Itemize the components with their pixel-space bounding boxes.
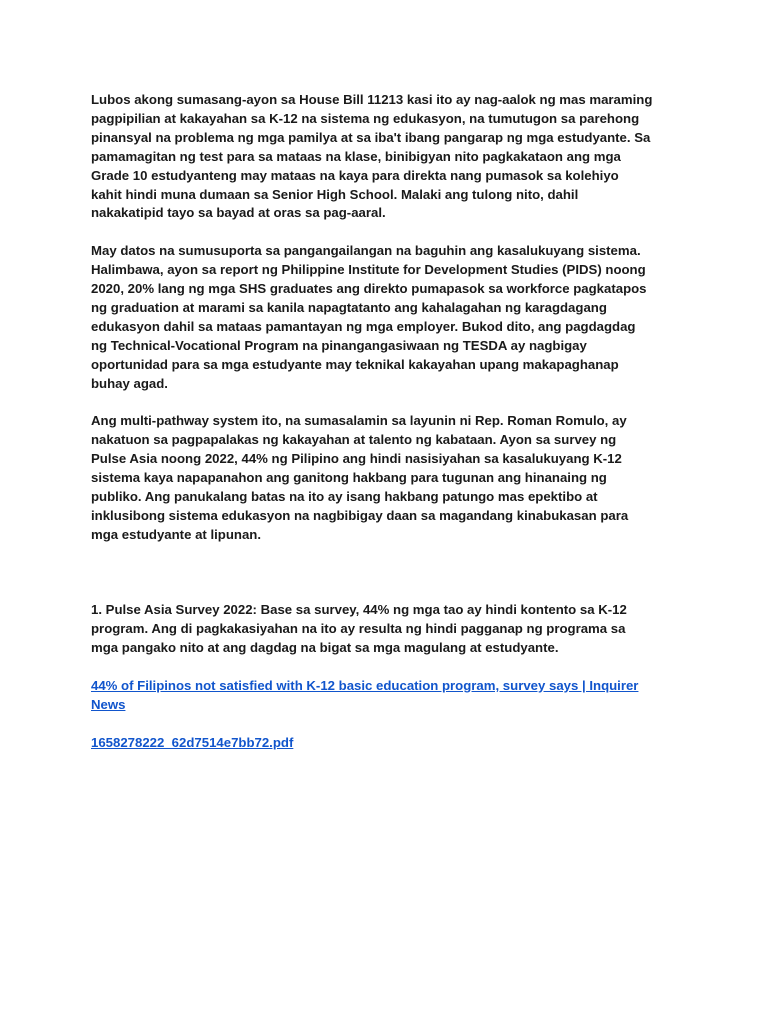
inquirer-link-block	[91, 677, 678, 715]
paragraph-line: edukasyon dahil sa mataas pamantayan ng mga employer. Bukod dito, ang pagdagdag	[91, 318, 636, 334]
body-paragraph-1	[91, 91, 678, 223]
paragraph-line: nakakatipid tayo sa bayad at oras sa pag-aaral.	[91, 205, 386, 221]
paragraph-line: publiko. Ang panukalang batas na ito ay isang hakbang patungo mas epektibo at	[91, 489, 598, 504]
paragraph-line: May datos na sumusuporta sa pangangailangan na baguhin ang kasalukuyang sistema.	[91, 243, 641, 259]
link-line: News	[91, 696, 126, 712]
pdf-link-block	[91, 734, 678, 753]
body-paragraph-3	[91, 412, 678, 544]
paragraph-line: ng graduation at marami sa kanila napagtatanto ang kahalagahan ng karagdagang	[91, 299, 607, 315]
body-paragraph-2	[91, 242, 678, 393]
paragraph-line: sistema kaya napapanahon ang ganitong hakbang para tugunan ang hinanaing ng	[91, 470, 607, 486]
pdf-file-link[interactable]: 1658278222_62d7514e7bb72.pdf	[91, 734, 294, 750]
reference-line: 1. Pulse Asia Survey 2022: Base sa survey, 44% ng mga tao ay hindi kontento sa K-12	[91, 602, 627, 618]
paragraph-line: buhay agad.	[91, 375, 168, 391]
paragraph-line: pagpipilian at kakayahan sa K-12 na sistema ng edukasyon, na tumutugon sa parehong	[91, 110, 640, 126]
reference-line: program. Ang di pagkakasiyahan na ito ay resulta ng hindi pagganap ng programa sa	[91, 621, 626, 637]
link-line: 44% of Filipinos not satisfied with K-12 basic education program, survey says | Inquirer	[91, 678, 639, 694]
reference-item	[91, 601, 678, 658]
paragraph-line: Grade 10 estudyanteng may mataas na kaya para direkta nang pumasok sa kolehiyo	[91, 167, 619, 183]
paragraph-line: Pulse Asia noong 2022, 44% ng Pilipino ang hindi nasisiyahan sa kasalukuyang K-12	[91, 451, 622, 467]
paragraph-line: nakatuon sa pagpapalakas ng kakayahan at talento ng kabataan. Ayon sa survey ng	[91, 432, 617, 448]
paragraph-line: ng Technical-Vocational Program na pinangangasiwaan ng TESDA ay nagbigay	[91, 337, 587, 353]
paragraph-line: 2020, 20% lang ng mga SHS graduates ang direkto pumapasok sa workforce pagkatapos	[91, 281, 647, 297]
reference-line: mga pangako nito at ang dagdag na bigat sa mga magulang at estudyante.	[91, 640, 559, 656]
paragraph-line: kahit hindi muna dumaan sa Senior High School. Malaki ang tulong nito, dahil	[91, 186, 579, 202]
paragraph-line: Halimbawa, ayon sa report ng Philippine Institute for Development Studies (PIDS) noong	[91, 262, 646, 278]
paragraph-line: Ang multi-pathway system ito, na sumasalamin sa layunin ni Rep. Roman Romulo, ay	[91, 413, 627, 429]
inquirer-article-link[interactable]	[91, 677, 678, 715]
paragraph-line: pamamagitan ng test para sa mataas na klase, binibigyan nito pagkakataon ang mga	[91, 148, 621, 164]
paragraph-line: mga estudyante at lipunan.	[91, 526, 262, 542]
paragraph-line: inklusibong sistema edukasyon na nagbibigay daan sa magandang kinabukasan para	[91, 507, 629, 523]
paragraph-line: oportunidad para sa mga estudyante may teknikal kakayahan upang makapaghanap	[91, 356, 619, 372]
paragraph-line: Lubos akong sumasang-ayon sa House Bill 11213 kasi ito ay nag-aalok ng mas maraming	[91, 92, 653, 107]
paragraph-line: pinansyal na problema ng mga pamilya at sa iba't ibang pangarap ng mga estudyante. Sa	[91, 129, 651, 145]
